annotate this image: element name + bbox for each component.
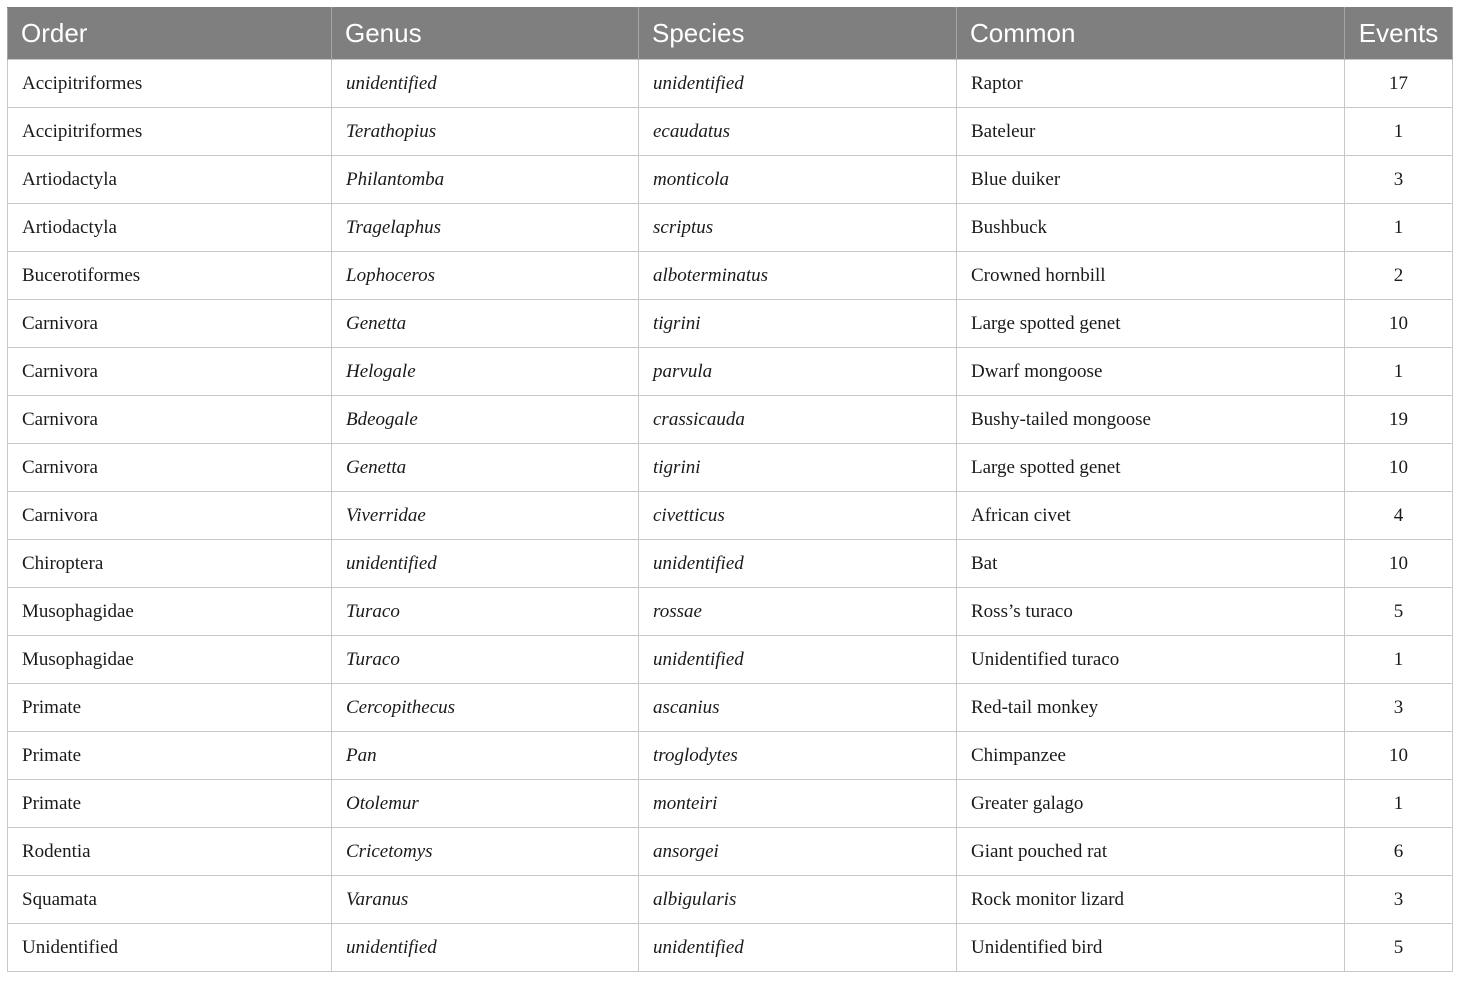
cell-species: monteiri [639,780,957,828]
cell-genus: unidentified [332,540,639,588]
cell-species: tigrini [639,444,957,492]
cell-genus: Varanus [332,876,639,924]
cell-events: 1 [1345,348,1453,396]
cell-genus: Genetta [332,300,639,348]
cell-species: unidentified [639,636,957,684]
cell-order: Bucerotiformes [8,252,332,300]
table-row [8,300,1453,348]
cell-species: tigrini [639,300,957,348]
cell-order: Artiodactyla [8,156,332,204]
cell-common: Bushy-tailed mongoose [957,396,1345,444]
cell-genus: Turaco [332,636,639,684]
table-header [8,8,1453,60]
cell-common: Blue duiker [957,156,1345,204]
table-body [8,60,1453,972]
cell-common: Raptor [957,60,1345,108]
cell-events: 3 [1345,156,1453,204]
cell-common: Large spotted genet [957,300,1345,348]
cell-species: unidentified [639,60,957,108]
cell-species: albigularis [639,876,957,924]
cell-events: 19 [1345,396,1453,444]
header-events: Events [1345,8,1453,60]
table-row [8,396,1453,444]
header-genus: Genus [332,8,639,60]
table-row [8,540,1453,588]
cell-common: Red-tail monkey [957,684,1345,732]
cell-common: Chimpanzee [957,732,1345,780]
cell-genus: Lophoceros [332,252,639,300]
cell-events: 1 [1345,636,1453,684]
cell-genus: unidentified [332,60,639,108]
cell-events: 10 [1345,300,1453,348]
cell-species: ascanius [639,684,957,732]
cell-order: Carnivora [8,492,332,540]
table-row [8,156,1453,204]
cell-common: Crowned hornbill [957,252,1345,300]
cell-common: Greater galago [957,780,1345,828]
cell-genus: Cricetomys [332,828,639,876]
cell-common: Dwarf mongoose [957,348,1345,396]
header-order: Order [8,8,332,60]
table-row [8,780,1453,828]
cell-events: 17 [1345,60,1453,108]
table-row [8,108,1453,156]
cell-events: 5 [1345,588,1453,636]
cell-genus: Philantomba [332,156,639,204]
cell-order: Musophagidae [8,636,332,684]
cell-genus: unidentified [332,924,639,972]
cell-species: ansorgei [639,828,957,876]
table-row [8,204,1453,252]
cell-order: Artiodactyla [8,204,332,252]
table-row [8,828,1453,876]
table-row [8,876,1453,924]
cell-common: Bat [957,540,1345,588]
cell-common: African civet [957,492,1345,540]
table-row [8,60,1453,108]
table-row [8,252,1453,300]
table-row [8,684,1453,732]
cell-order: Carnivora [8,396,332,444]
cell-common: Unidentified bird [957,924,1345,972]
cell-order: Squamata [8,876,332,924]
table-row [8,588,1453,636]
cell-order: Unidentified [8,924,332,972]
cell-common: Rock monitor lizard [957,876,1345,924]
cell-order: Carnivora [8,348,332,396]
cell-genus: Pan [332,732,639,780]
header-species: Species [639,8,957,60]
cell-genus: Helogale [332,348,639,396]
cell-order: Musophagidae [8,588,332,636]
cell-events: 10 [1345,444,1453,492]
cell-order: Carnivora [8,444,332,492]
cell-common: Giant pouched rat [957,828,1345,876]
cell-species: monticola [639,156,957,204]
cell-species: unidentified [639,540,957,588]
cell-genus: Tragelaphus [332,204,639,252]
cell-common: Large spotted genet [957,444,1345,492]
cell-genus: Genetta [332,444,639,492]
table-row [8,492,1453,540]
species-events-table [7,7,1453,972]
cell-events: 10 [1345,540,1453,588]
cell-species: alboterminatus [639,252,957,300]
cell-common: Bateleur [957,108,1345,156]
cell-events: 10 [1345,732,1453,780]
cell-order: Accipitriformes [8,60,332,108]
cell-genus: Terathopius [332,108,639,156]
table-row [8,732,1453,780]
cell-genus: Viverridae [332,492,639,540]
cell-species: ecaudatus [639,108,957,156]
header-row [8,8,1453,60]
cell-species: unidentified [639,924,957,972]
header-common: Common [957,8,1345,60]
cell-genus: Cercopithecus [332,684,639,732]
cell-order: Primate [8,684,332,732]
cell-genus: Turaco [332,588,639,636]
cell-genus: Bdeogale [332,396,639,444]
cell-common: Unidentified turaco [957,636,1345,684]
cell-order: Accipitriformes [8,108,332,156]
cell-species: troglodytes [639,732,957,780]
cell-species: rossae [639,588,957,636]
cell-events: 6 [1345,828,1453,876]
cell-genus: Otolemur [332,780,639,828]
cell-species: scriptus [639,204,957,252]
cell-events: 3 [1345,684,1453,732]
species-table-container [7,7,1452,972]
cell-events: 5 [1345,924,1453,972]
cell-events: 1 [1345,204,1453,252]
table-row [8,924,1453,972]
cell-events: 1 [1345,780,1453,828]
cell-order: Carnivora [8,300,332,348]
cell-order: Primate [8,732,332,780]
table-row [8,636,1453,684]
cell-species: parvula [639,348,957,396]
cell-order: Chiroptera [8,540,332,588]
cell-species: civetticus [639,492,957,540]
cell-order: Rodentia [8,828,332,876]
table-row [8,444,1453,492]
cell-common: Bushbuck [957,204,1345,252]
cell-events: 1 [1345,108,1453,156]
cell-common: Ross’s turaco [957,588,1345,636]
cell-events: 3 [1345,876,1453,924]
cell-events: 4 [1345,492,1453,540]
cell-events: 2 [1345,252,1453,300]
cell-species: crassicauda [639,396,957,444]
table-row [8,348,1453,396]
cell-order: Primate [8,780,332,828]
